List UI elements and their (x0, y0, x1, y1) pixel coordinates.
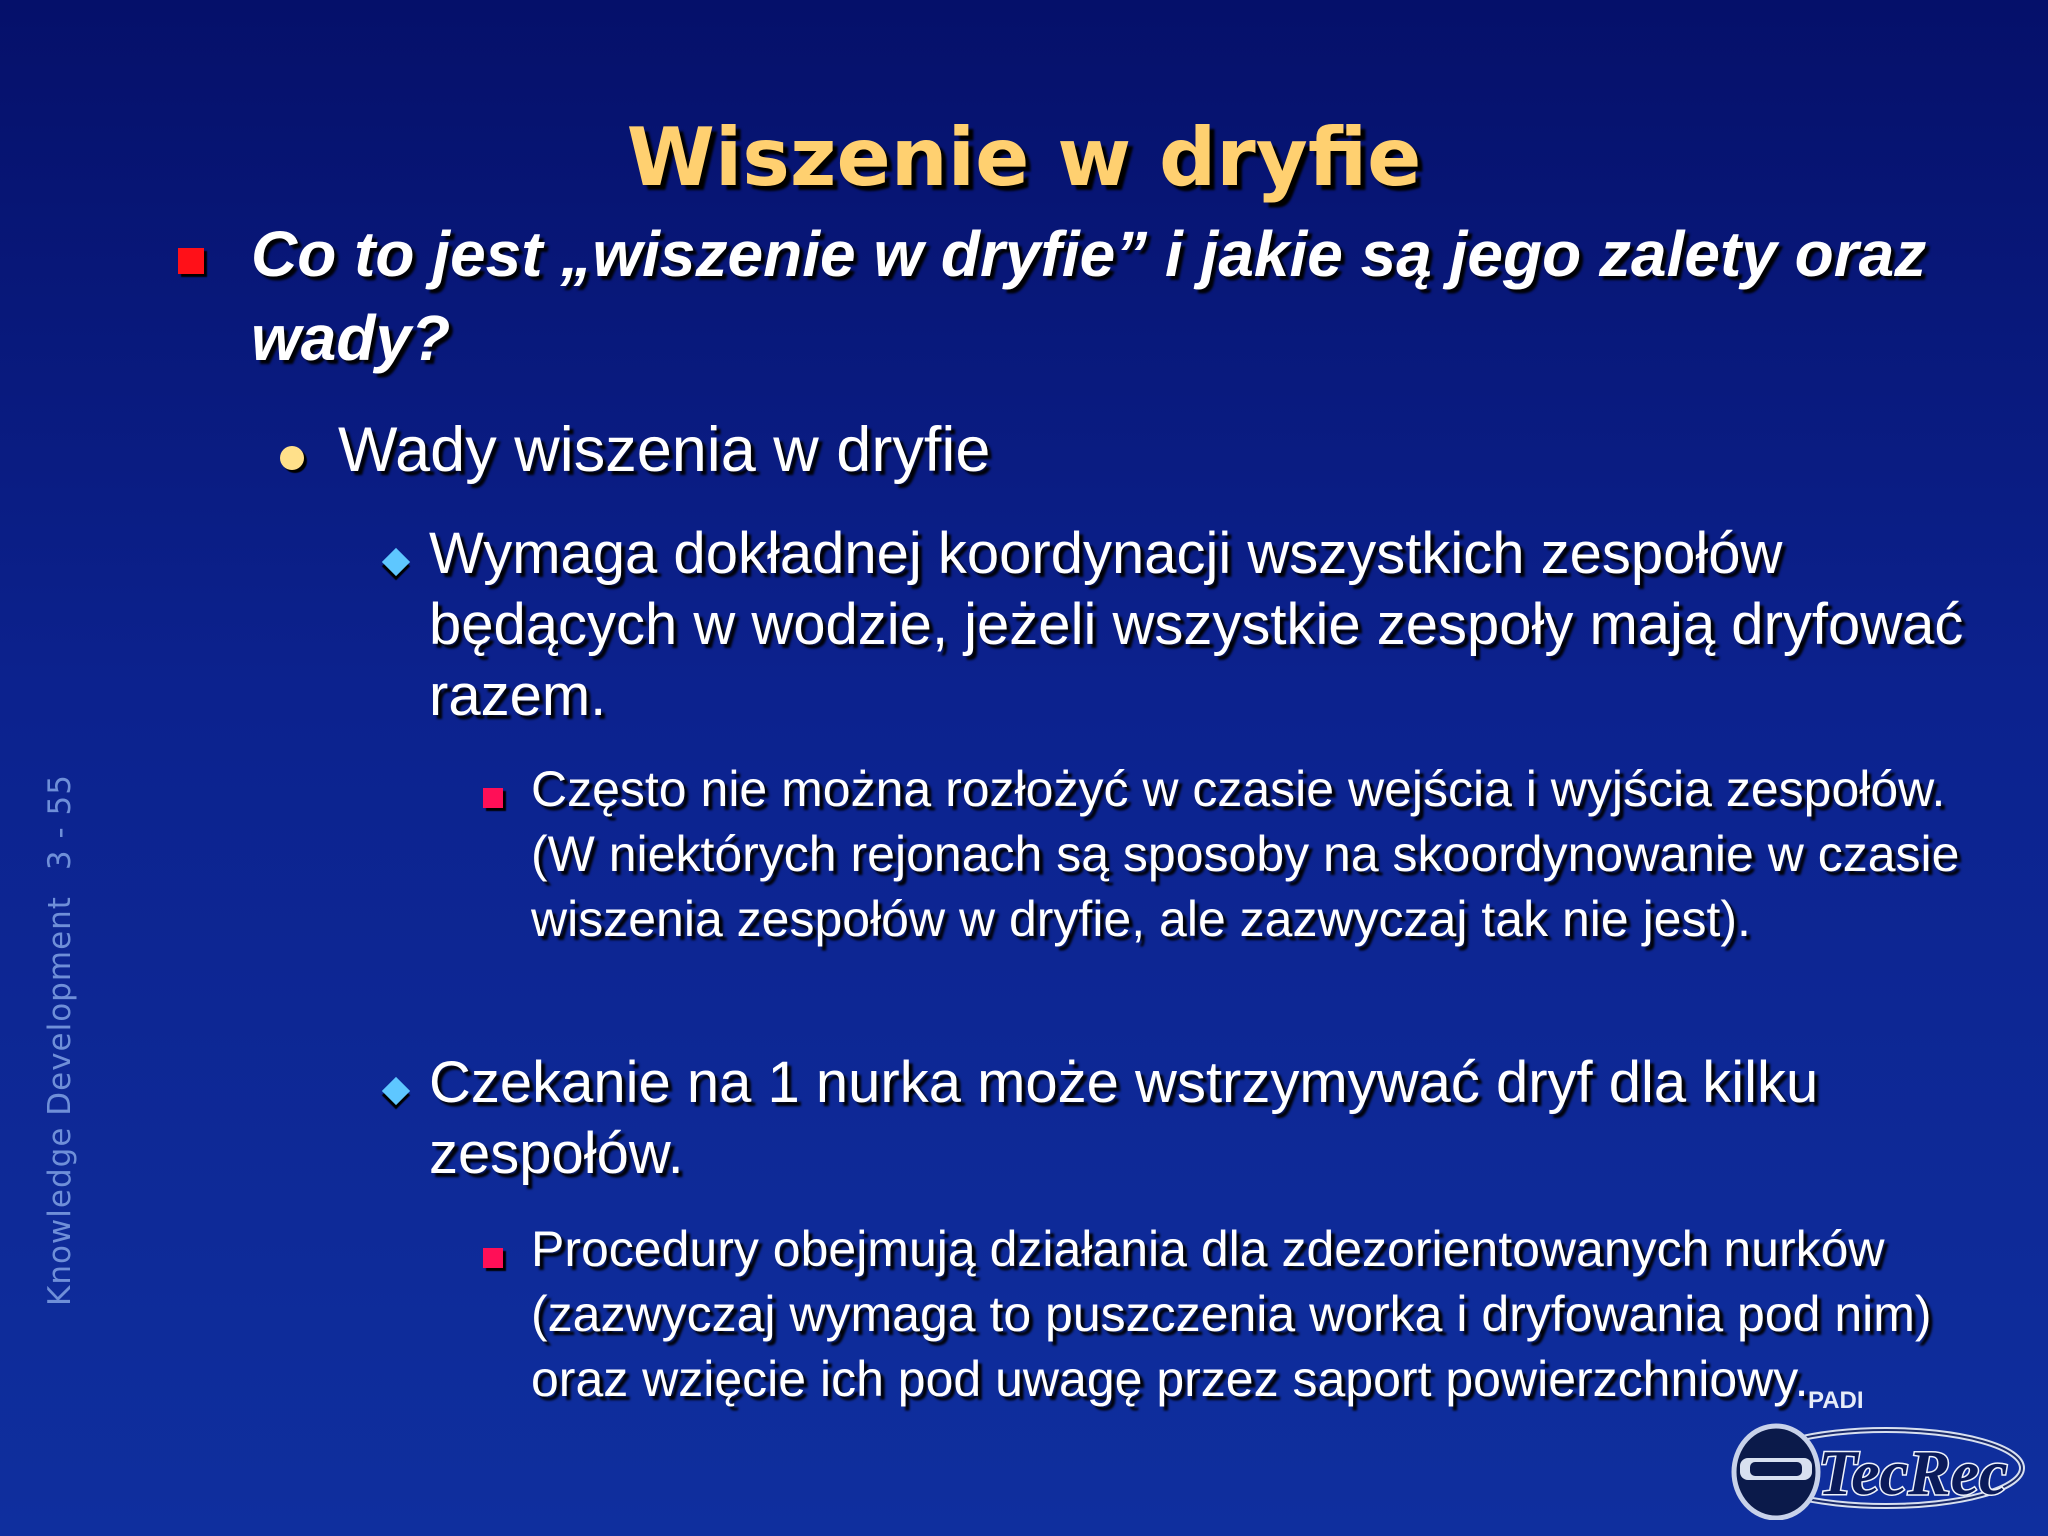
round-bullet-icon (280, 446, 304, 470)
padi-tecrec-logo (1700, 1390, 2030, 1520)
logo-main-text: TecRec (1818, 1437, 2008, 1508)
main-question: Co to jest „wiszenie w dryfie” i jakie są jego zalety oraz wady? (251, 218, 1927, 374)
slide-number: 3 - 55 (42, 773, 78, 871)
logo-small-text: PADI (1808, 1390, 1864, 1414)
list-item: Wymaga dokładnej koordynacji wszystkich zespołów będących w wodzie, jeżeli wszystkie zespoły mają dryfować razem. (429, 521, 1964, 728)
small-square-bullet-icon (483, 1248, 503, 1268)
list-subitem: Często nie można rozłożyć w czasie wejścia i wyjścia zespołów. (W niektórych rejonach są sposoby na skoordynowanie w czasie wiszenia zespołów w dryfie, ale zazwyczaj tak nie jest). (531, 761, 1960, 947)
small-square-bullet-icon (483, 788, 503, 808)
slide-title: Wiszenie w dryfie (626, 111, 1422, 204)
side-footer (42, 774, 78, 1306)
diamond-bullet-icon (382, 548, 410, 576)
side-label: Knowledge Development (42, 896, 78, 1307)
list-subitem: Procedury obejmują działania dla zdezorientowanych nurków (zazwyczaj wymaga to puszczenia worka i dryfowania pod nim) oraz wzięcie ich pod uwagę przez saport powierzchniowy. (531, 1221, 1932, 1407)
square-bullet-icon (178, 248, 204, 274)
diamond-bullet-icon (382, 1077, 410, 1105)
section-heading: Wady wiszenia w dryfie (338, 415, 991, 485)
list-item: Czekanie na 1 nurka może wstrzymywać dryf dla kilku zespołów. (429, 1050, 1819, 1186)
